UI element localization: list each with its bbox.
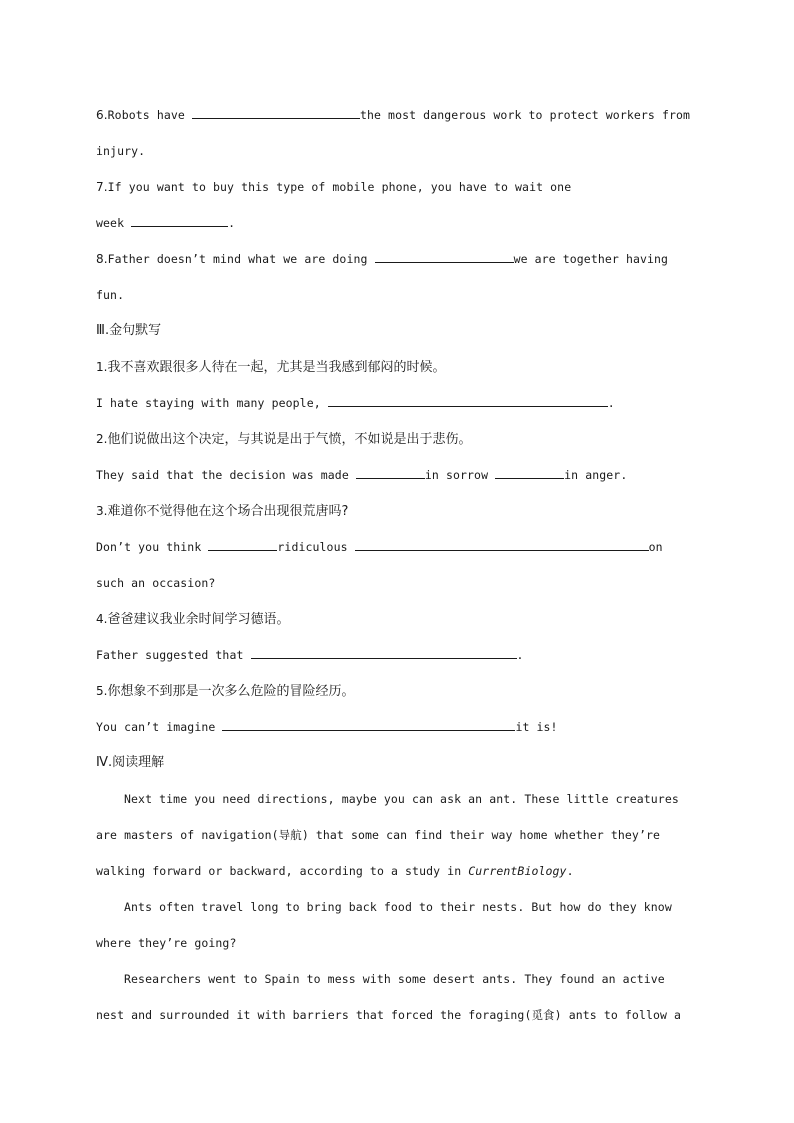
answer-blank[interactable] bbox=[328, 393, 608, 407]
english-text: Father suggested that bbox=[96, 648, 251, 662]
passage-text: walking forward or backward, according to a study in bbox=[96, 864, 469, 878]
passage-line: Ants often travel long to bring back food to their nests. But how do they know bbox=[124, 900, 672, 914]
chinese-prompt: 他们说做出这个决定，与其说是出于气愤，不如说是出于悲伤。 bbox=[107, 432, 472, 447]
passage-line: are masters of navigation(导航) that some can find their way home whether they’re bbox=[96, 828, 661, 842]
english-text: it is! bbox=[515, 720, 558, 734]
answer-blank[interactable] bbox=[375, 249, 514, 263]
question-6-line bbox=[96, 105, 690, 125]
english-text: They said that the decision was made bbox=[96, 468, 356, 482]
answer-blank[interactable] bbox=[192, 105, 360, 119]
answer-blank[interactable] bbox=[208, 537, 277, 551]
journal-title: CurrentBiology bbox=[468, 864, 567, 878]
english-text: Don’t you think bbox=[96, 540, 209, 554]
section-heading-reading: Ⅳ.阅读理解 bbox=[96, 755, 165, 770]
question-text: . bbox=[228, 216, 236, 230]
sentence-4-english bbox=[96, 645, 524, 665]
item-number: 5. bbox=[96, 684, 108, 698]
section-heading-golden-sentences: Ⅲ.金句默写 bbox=[96, 323, 162, 338]
english-text: I hate staying with many people, bbox=[96, 396, 328, 410]
question-8-line bbox=[96, 249, 668, 269]
item-number: 4. bbox=[96, 612, 108, 626]
sentence-3-continuation: such an occasion? bbox=[96, 576, 216, 590]
sentence-1-chinese bbox=[96, 357, 445, 377]
chinese-prompt: 爸爸建议我业余时间学习德语。 bbox=[107, 612, 290, 627]
passage-line bbox=[96, 861, 574, 881]
english-text: You can’t imagine bbox=[96, 720, 223, 734]
sentence-3-english bbox=[96, 537, 663, 557]
sentence-3-chinese bbox=[96, 501, 348, 521]
question-text: the most dangerous work to protect workers from bbox=[359, 108, 691, 122]
question-7-line bbox=[96, 177, 571, 197]
chinese-prompt: 你想象不到那是一次多么危险的冒险经历。 bbox=[107, 684, 355, 699]
chinese-prompt: 我不喜欢跟很多人待在一起，尤其是当我感到郁闷的时候。 bbox=[107, 360, 446, 375]
passage-line: Researchers went to Spain to mess with some desert ants. They found an active bbox=[124, 972, 665, 986]
english-text: ridiculous bbox=[277, 540, 355, 554]
question-text: we are together having bbox=[513, 252, 669, 266]
sentence-2-english bbox=[96, 465, 627, 485]
question-8-continuation: fun. bbox=[96, 288, 125, 302]
item-number: 1. bbox=[96, 360, 108, 374]
sentence-4-chinese bbox=[96, 609, 289, 629]
question-text: Robots have bbox=[107, 108, 192, 122]
english-text: in sorrow bbox=[424, 468, 496, 482]
answer-blank[interactable] bbox=[131, 213, 228, 227]
sentence-5-chinese bbox=[96, 681, 354, 701]
passage-line: Next time you need directions, maybe you can ask an ant. These little creatures bbox=[124, 792, 679, 806]
passage-line: where they’re going? bbox=[96, 936, 237, 950]
question-6-continuation: injury. bbox=[96, 144, 146, 158]
passage-text: . bbox=[566, 864, 574, 878]
question-number: 8. bbox=[96, 252, 108, 266]
question-text: week bbox=[96, 216, 132, 230]
question-number: 6. bbox=[96, 108, 108, 122]
answer-blank[interactable] bbox=[495, 465, 564, 479]
english-text: in anger. bbox=[564, 468, 628, 482]
question-number: 7. bbox=[96, 180, 108, 194]
answer-blank[interactable] bbox=[356, 465, 425, 479]
question-text: If you want to buy this type of mobile phone, you have to wait one bbox=[107, 180, 572, 194]
passage-line: nest and surrounded it with barriers that forced the foraging(觅食) ants to follow a bbox=[96, 1008, 682, 1022]
item-number: 2. bbox=[96, 432, 108, 446]
answer-blank[interactable] bbox=[355, 537, 649, 551]
english-text: . bbox=[516, 648, 524, 662]
answer-blank[interactable] bbox=[251, 645, 517, 659]
english-text: . bbox=[607, 396, 615, 410]
sentence-1-english bbox=[96, 393, 615, 413]
item-number: 3. bbox=[96, 504, 108, 518]
sentence-5-english bbox=[96, 717, 558, 737]
question-7-line-2 bbox=[96, 213, 235, 233]
question-text: Father doesn’t mind what we are doing bbox=[107, 252, 375, 266]
sentence-2-chinese bbox=[96, 429, 471, 449]
answer-blank[interactable] bbox=[222, 717, 515, 731]
english-text: on bbox=[648, 540, 663, 554]
chinese-prompt: 难道你不觉得他在这个场合出现很荒唐吗? bbox=[107, 504, 349, 519]
